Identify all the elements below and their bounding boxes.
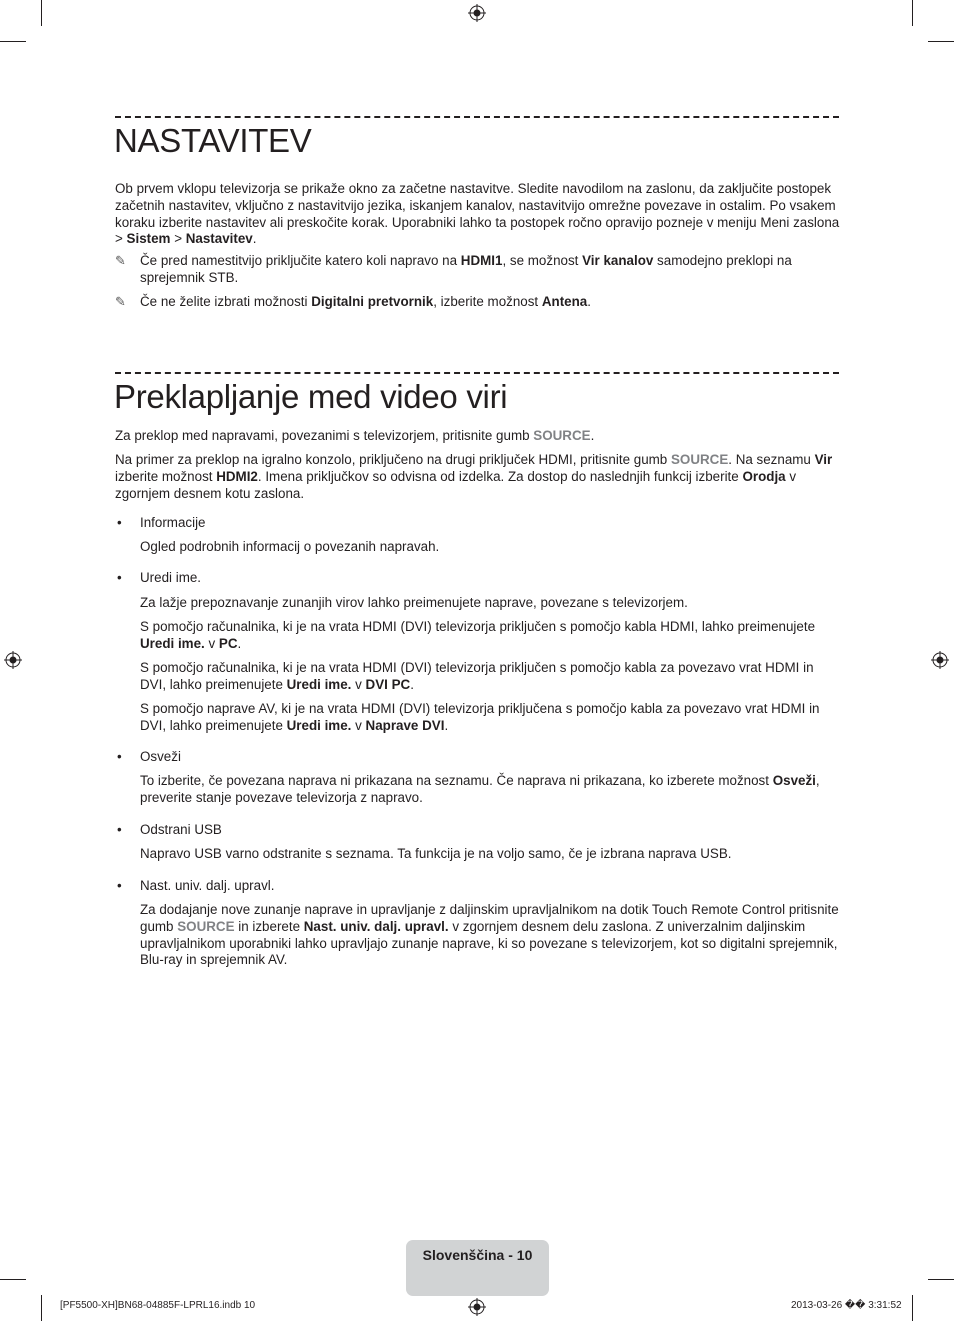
item-description: Za lažje prepoznavanje zunanjih virov lahko preimenujete naprave, povezane s televizorjem. <box>140 595 688 610</box>
section-title-preklapljanje: Preklapljanje med video viri <box>114 378 508 415</box>
crop-mark <box>912 0 913 26</box>
crop-mark <box>912 1295 913 1321</box>
crop-mark <box>41 1295 42 1321</box>
item-description: Napravo USB varno odstranite s seznama. Ta funkcija je na voljo samo, če je izbrana naprava USB. <box>140 846 732 861</box>
pencil-note-icon: ✎ <box>115 294 126 309</box>
example-paragraph: Na primer za preklop na igralno konzolo, priključeno na drugi priključek HDMI, pritisnite gumb SOURCE. Na seznamu Vir izberite možnost HDMI2. Imena priključkov so odvisna od izdelka. Za dostop do naslednjih funkcij izberite Orodja v zgornjem desnem kotu zaslona. <box>115 452 833 501</box>
crop-mark <box>41 0 42 26</box>
pencil-note-icon: ✎ <box>115 253 126 268</box>
bullet-icon: • <box>117 515 122 530</box>
bullet-icon: • <box>117 570 122 585</box>
section-divider <box>115 372 839 374</box>
item-description: S pomočjo računalnika, ki je na vrata HDMI (DVI) televizorja priključen s pomočjo kabla HDMI, lahko preimenujete Uredi ime. v PC. <box>140 619 816 651</box>
list-item-odstrani-usb: • Odstrani USB <box>117 822 222 837</box>
registration-mark-icon <box>4 651 22 669</box>
registration-mark-icon <box>931 651 949 669</box>
source-paragraph: Za preklop med napravami, povezanimi s televizorjem, pritisnite gumb SOURCE. <box>115 428 595 443</box>
note-text: Če ne želite izbrati možnosti Digitalni pretvornik, izberite možnost Antena. <box>140 294 591 309</box>
intro-paragraph: Ob prvem vklopu televizorja se prikaže okno za začetne nastavitve. Sledite navodilom na zaslonu, da zaključite postopek začetnih nastavitev, vključno z nastavitvijo jezika, iskanjem kanalov, nastavitvijo omrežne povezave in ostalim. Po vsakem koraku izberite nastavitev ali preskočite korak. Uporabniki lahko ta postopek ročno opravijo pozneje v meniju Meni zaslona > Sistem > Nastavitev. <box>115 181 840 247</box>
footer-datetime: 2013-03-26 �� 3:31:52 <box>791 1300 902 1311</box>
bullet-icon: • <box>117 822 122 837</box>
crop-mark <box>928 1279 954 1280</box>
page-label: Slovenščina - 10 <box>422 1247 533 1263</box>
footer-file-name: [PF5500-XH]BN68-04885F-LPRL16.indb 10 <box>60 1300 256 1311</box>
list-item-nast-univ: • Nast. univ. dalj. upravl. <box>117 878 275 893</box>
section-divider <box>115 116 839 118</box>
note-text: Če pred namestitvijo priključite katero koli napravo na HDMI1, se možnost Vir kanalov samodejno preklopi na sprejemnik STB. <box>140 253 792 285</box>
crop-mark <box>928 41 954 42</box>
list-item-informacije: • Informacije <box>117 515 206 530</box>
note-digital <box>115 294 843 311</box>
bullet-icon: • <box>117 749 122 764</box>
item-description: Za dodajanje nove zunanje naprave in upravljanje z daljinskim upravljalnikom na dotik Touch Remote Control pritisnite gumb SOURCE in izberete Nast. univ. dalj. upravl. v zgornjem desnem delu zaslona. Z univerzalnim daljinskim upravljalnikom uporabniki lahko upravljajo zunanje naprave, ki so povezane s televizorjem, kot so digitalni sprejemnik, Blu-ray in sprejemnik AV. <box>140 902 839 968</box>
item-description: S pomočjo naprave AV, ki je na vrata HDMI (DVI) televizorja priključena s pomočjo kabla za povezavo vrat HDMI in DVI, lahko preimenujete Uredi ime. v Naprave DVI. <box>140 701 820 733</box>
list-item-uredi-ime: • Uredi ime. <box>117 570 202 585</box>
bullet-icon: • <box>117 878 122 893</box>
crop-mark <box>0 41 26 42</box>
section-title-nastavitev: NASTAVITEV <box>114 122 312 159</box>
item-description: To izberite, če povezana naprava ni prikazana na seznamu. Če naprava ni prikazana, ko izberete možnost Osveži, preverite stanje povezave televizorja z napravo. <box>140 773 820 805</box>
note-hdmi <box>115 253 843 287</box>
item-description: S pomočjo računalnika, ki je na vrata HDMI (DVI) televizorja priključen s pomočjo kabla za povezavo vrat HDMI in DVI, lahko preimenujete Uredi ime. v DVI PC. <box>140 660 814 692</box>
crop-mark <box>0 1279 26 1280</box>
registration-mark-icon <box>468 1298 486 1316</box>
item-description: Ogled podrobnih informacij o povezanih napravah. <box>140 539 440 554</box>
page-number-tab <box>406 1240 549 1296</box>
registration-mark-icon <box>468 4 486 22</box>
list-item-osvezi: • Osveži <box>117 749 181 764</box>
